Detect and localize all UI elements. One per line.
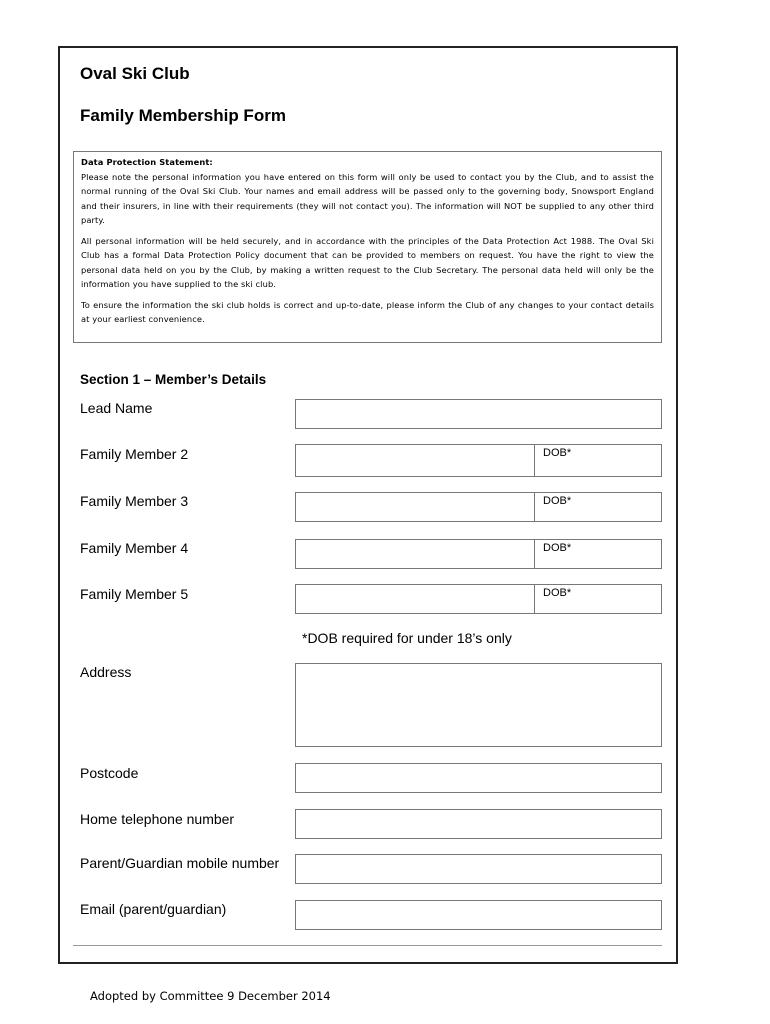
family-member-5-dob-field[interactable] xyxy=(534,585,661,613)
family-member-2-input[interactable] xyxy=(295,444,662,477)
dob-label: DOB* xyxy=(543,587,572,599)
mobile-label: Parent/Guardian mobile number xyxy=(80,855,280,871)
lead-name-label: Lead Name xyxy=(80,400,153,416)
family-member-5-label: Family Member 5 xyxy=(80,586,189,602)
form-title: Family Membership Form xyxy=(80,106,286,125)
family-member-3-input[interactable] xyxy=(295,492,662,522)
email-label: Email (parent/guardian) xyxy=(80,901,227,917)
section-heading: Section 1 – Member’s Details xyxy=(80,372,267,387)
club-name: Oval Ski Club xyxy=(80,64,190,83)
postcode-label: Postcode xyxy=(80,765,139,781)
home-phone-label: Home telephone number xyxy=(80,811,235,827)
family-member-4-dob-field[interactable] xyxy=(534,540,661,568)
address-label: Address xyxy=(80,664,132,680)
address-input[interactable] xyxy=(295,663,662,747)
bottom-divider xyxy=(73,945,662,946)
data-protection-statement xyxy=(73,151,662,343)
dob-label: DOB* xyxy=(543,447,572,459)
data-protection-paragraph-1: Please note the personal information you have entered on this form will only be used to contact you by the Club, and to assist the normal running of the Oval Ski Club. Your names and email address will be passed only to the governing body, Snowsport England and their insurers, in line with their requirements (they will not contact you). The information will NOT be supplied to any other third party. xyxy=(81,171,654,225)
family-member-5-input[interactable] xyxy=(295,584,662,614)
mobile-input[interactable] xyxy=(295,854,662,884)
home-phone-input[interactable] xyxy=(295,809,662,839)
data-protection-paragraph-2: All personal information will be held securely, and in accordance with the principles of the Data Protection Act 1988. The Oval Ski Club has a formal Data Protection Policy document that can be provided to members on request. You have the right to view the personal data held on you by the Club, by making a written request to the Club Secretary. The personal data held will only be the information you have supplied to the ski club. xyxy=(81,235,654,289)
data-protection-heading: Data Protection Statement: xyxy=(81,157,213,167)
family-member-4-input[interactable] xyxy=(295,539,662,569)
dob-note: *DOB required for under 18’s only xyxy=(302,630,512,646)
email-input[interactable] xyxy=(295,900,662,930)
family-member-3-dob-field[interactable] xyxy=(534,493,661,521)
postcode-input[interactable] xyxy=(295,763,662,793)
adopted-footer: Adopted by Committee 9 December 2014 xyxy=(90,989,331,1003)
family-member-2-dob-field[interactable] xyxy=(534,445,661,476)
data-protection-paragraph-3: To ensure the information the ski club holds is correct and up-to-date, please inform the Club of any changes to your contact details at your earliest convenience. xyxy=(81,299,654,324)
family-member-3-label: Family Member 3 xyxy=(80,493,189,509)
family-member-2-label: Family Member 2 xyxy=(80,446,189,462)
lead-name-input[interactable] xyxy=(295,399,662,429)
family-member-4-label: Family Member 4 xyxy=(80,540,189,556)
dob-label: DOB* xyxy=(543,495,572,507)
dob-label: DOB* xyxy=(543,542,572,554)
